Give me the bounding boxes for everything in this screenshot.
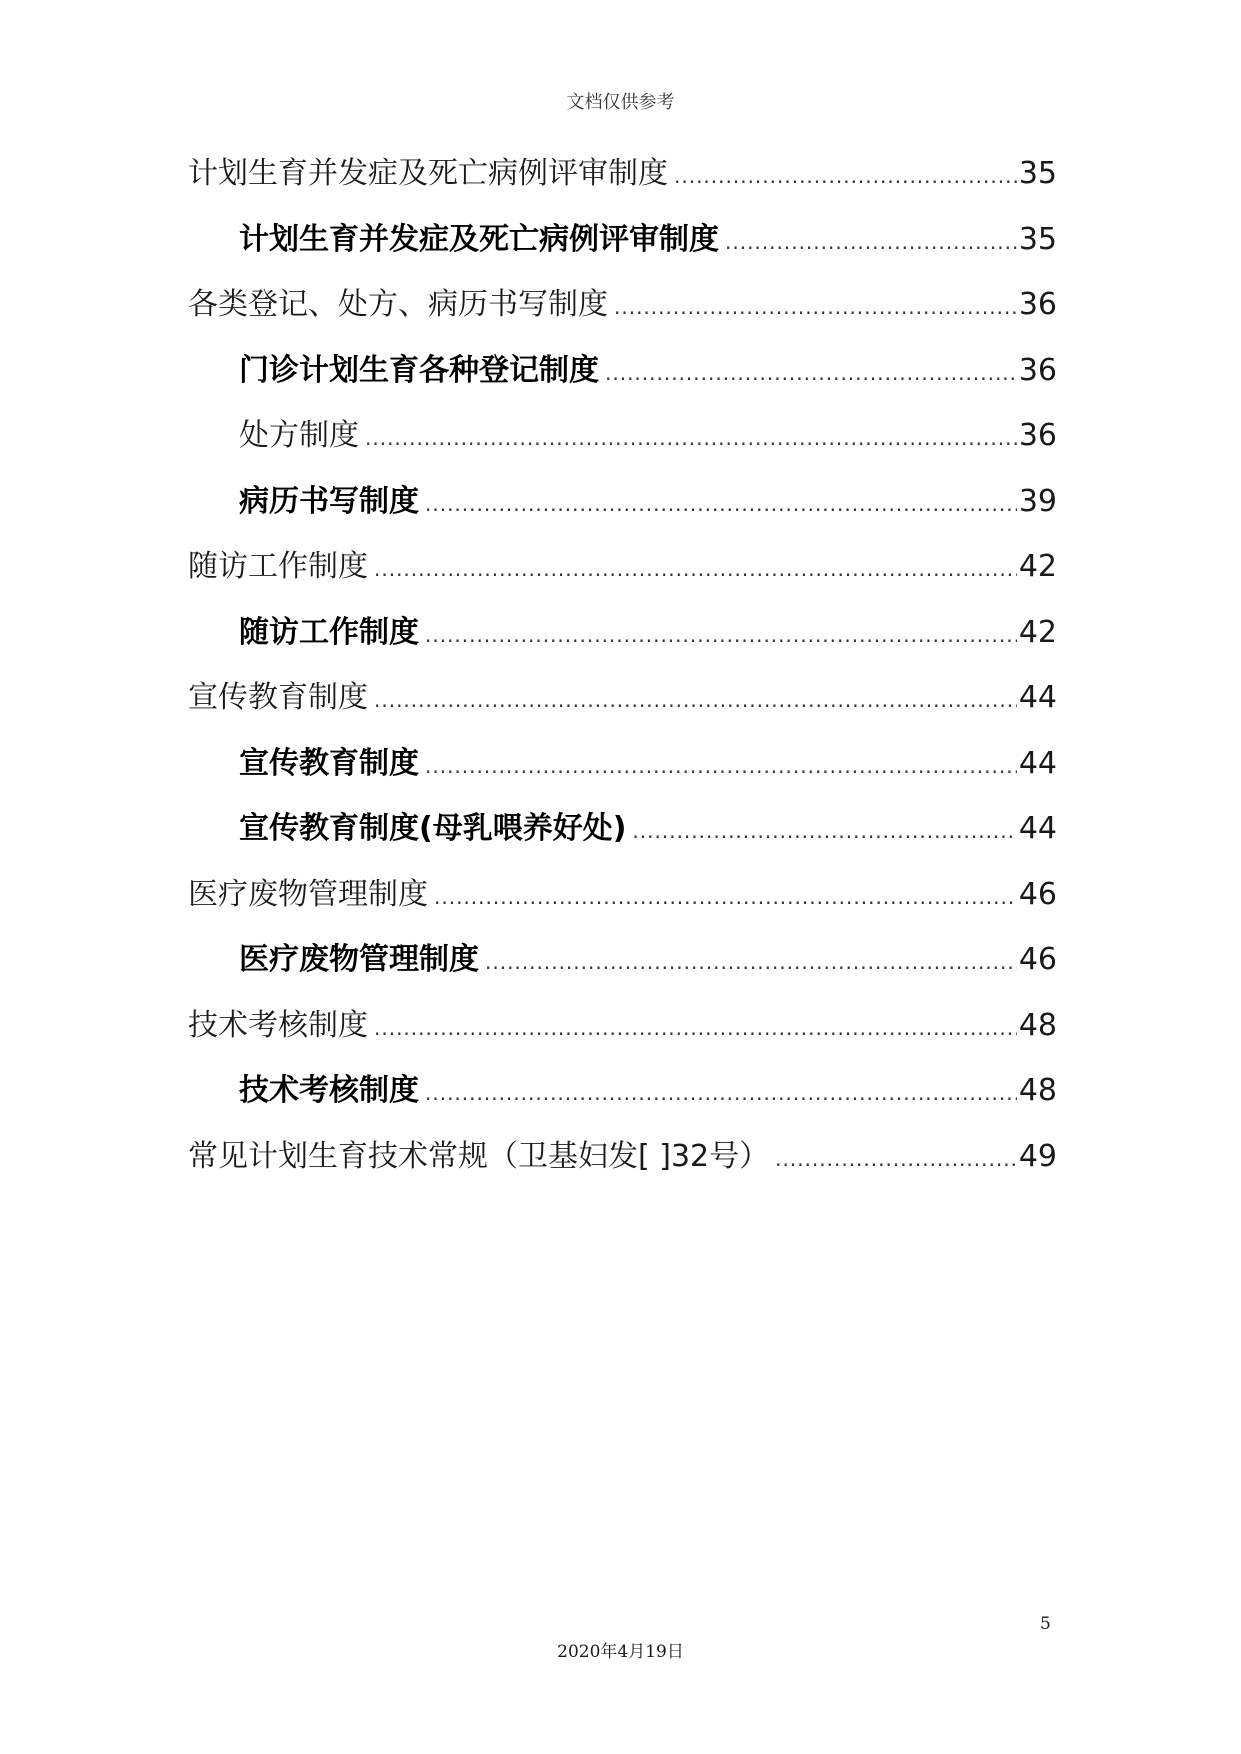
toc-entry[interactable] — [188, 1004, 1057, 1070]
dot-leader — [632, 809, 1016, 853]
toc-entry-title: 医疗废物管理制度 — [188, 876, 428, 912]
toc-entry-title: 技术考核制度 — [239, 1073, 419, 1108]
toc-entry[interactable] — [188, 938, 1057, 1004]
toc-entry-title: 随访工作制度 — [188, 549, 368, 584]
toc-page-number: 44 — [1018, 745, 1057, 781]
toc-page-number: 48 — [1018, 1007, 1057, 1043]
toc-page-number: 44 — [1018, 680, 1057, 715]
toc-entry-title: 宣传教育制度 — [188, 680, 368, 715]
toc-entry-title: 常见计划生育技术常规（卫基妇发[ ]32号） — [188, 1138, 770, 1174]
toc-entry-title: 病历书写制度 — [239, 483, 419, 519]
toc-entry-title: 技术考核制度 — [188, 1007, 368, 1043]
toc-entry[interactable] — [188, 742, 1057, 808]
dot-leader — [374, 547, 1017, 591]
footer-date: 2020年4月19日 — [557, 1642, 684, 1662]
dot-leader — [674, 154, 1017, 198]
dot-leader — [485, 940, 1017, 984]
page-number: 5 — [1040, 1614, 1051, 1634]
dot-leader — [425, 613, 1017, 657]
toc-entry[interactable] — [188, 545, 1057, 611]
toc-page-number: 42 — [1018, 549, 1057, 584]
dot-leader — [614, 285, 1017, 329]
table-of-contents — [188, 152, 1057, 1200]
toc-page-number: 35 — [1018, 156, 1057, 191]
dot-leader — [725, 220, 1017, 264]
toc-entry[interactable] — [188, 152, 1057, 218]
toc-entry[interactable] — [188, 873, 1057, 939]
toc-entry[interactable] — [188, 611, 1057, 677]
dot-leader — [605, 351, 1017, 395]
toc-entry-title: 处方制度 — [239, 418, 359, 453]
dot-leader — [775, 1137, 1017, 1181]
dot-leader — [425, 482, 1017, 526]
dot-leader — [425, 1071, 1017, 1115]
page-header: 文档仅供参考 — [566, 92, 675, 113]
toc-page-number: 49 — [1018, 1138, 1057, 1174]
toc-page-number: 36 — [1018, 418, 1057, 453]
toc-entry[interactable] — [188, 1069, 1057, 1135]
toc-page-number: 46 — [1018, 876, 1057, 912]
toc-page-number: 36 — [1018, 352, 1057, 388]
dot-leader — [365, 416, 1017, 460]
dot-leader — [434, 875, 1017, 919]
toc-entry-title: 宣传教育制度(母乳喂养好处) — [239, 811, 627, 846]
dot-leader — [374, 678, 1017, 722]
toc-entry-title: 宣传教育制度 — [239, 745, 419, 781]
toc-entry[interactable] — [188, 1135, 1057, 1201]
toc-entry-title: 随访工作制度 — [239, 614, 419, 650]
toc-entry-title: 各类登记、处方、病历书写制度 — [188, 287, 608, 322]
toc-entry[interactable] — [188, 807, 1057, 873]
toc-entry[interactable] — [188, 218, 1057, 284]
toc-entry[interactable] — [188, 283, 1057, 349]
toc-page-number: 36 — [1018, 287, 1057, 322]
toc-entry[interactable] — [188, 349, 1057, 415]
toc-page-number: 44 — [1018, 811, 1057, 846]
toc-entry[interactable] — [188, 480, 1057, 546]
toc-page-number: 39 — [1018, 483, 1057, 519]
toc-entry[interactable] — [188, 414, 1057, 480]
toc-entry-title: 门诊计划生育各种登记制度 — [239, 352, 599, 388]
toc-entry[interactable] — [188, 676, 1057, 742]
toc-entry-title: 计划生育并发症及死亡病例评审制度 — [188, 156, 668, 191]
dot-leader — [374, 1006, 1017, 1050]
toc-entry-title: 医疗废物管理制度 — [239, 942, 479, 977]
toc-page-number: 35 — [1018, 221, 1057, 257]
toc-entry-title: 计划生育并发症及死亡病例评审制度 — [239, 221, 719, 257]
toc-page-number: 42 — [1018, 614, 1057, 650]
toc-page-number: 48 — [1018, 1073, 1057, 1108]
dot-leader — [425, 744, 1017, 788]
toc-page-number: 46 — [1018, 942, 1057, 977]
